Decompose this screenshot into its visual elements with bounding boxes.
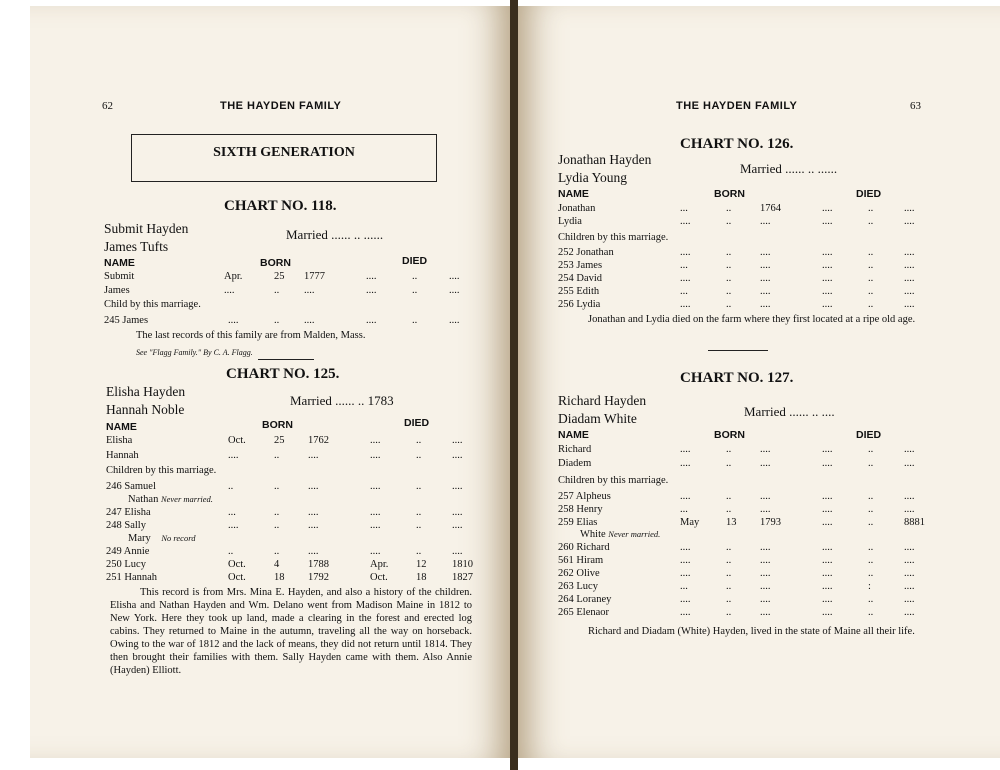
died-year: .... [452,520,463,531]
born-day: .. [274,315,280,326]
sub-note [128,494,213,505]
column-header-died: DIED [404,417,430,429]
born-day: .. [726,568,732,579]
child-row [106,546,510,559]
born-month: .... [228,315,239,326]
died-month: .... [822,517,833,528]
born-year: .... [760,444,771,455]
born-year: .... [760,594,771,605]
child-name: 264 Loraney [558,594,612,605]
born-day: .. [726,260,732,271]
born-month: .... [680,555,691,566]
died-year: 1827 [452,572,473,583]
child-name: 245 James [104,315,149,326]
died-day: .. [868,517,874,528]
born-year: .... [760,607,771,618]
child-name: 253 James [558,260,603,271]
born-day: .. [726,273,732,284]
died-month: .... [366,315,377,326]
child-name: 265 Elenaor [558,607,610,618]
child-name: 249 Annie [106,546,150,557]
born-month: .... [224,285,235,296]
died-year: .... [904,542,915,553]
died-month: .... [366,285,377,296]
children-label: Children by this marriage. [558,475,669,486]
table-row [104,271,504,284]
born-day: .. [726,594,732,605]
wife-name: Hannah Noble [106,402,185,417]
born-day: .. [274,520,280,531]
died-year: .... [452,546,463,557]
married-line: Married ...... .. .... [744,404,835,419]
died-year: .... [904,216,915,227]
born-year: .... [760,247,771,258]
died-year: .... [904,203,915,214]
died-year: .... [452,450,463,461]
died-year: 8881 [904,517,925,528]
child-name: 247 Elisha [106,507,151,518]
born-year: .... [760,491,771,502]
died-year: .... [449,271,460,282]
column-header-born: BORN [260,257,291,269]
sub-note-name: Mary [128,533,151,544]
chart-title: CHART NO. 127. [680,370,794,386]
died-day: .. [868,247,874,258]
child-name: Hannah [106,450,139,461]
born-day: .. [726,491,732,502]
child-row [106,520,510,533]
born-month: .... [680,568,691,579]
column-header-name: NAME [558,188,589,200]
married-line: Married ...... .. ...... [286,227,384,242]
born-month: Oct. [228,572,246,583]
died-year: .... [904,260,915,271]
died-year: .... [904,568,915,579]
born-year: .... [760,260,771,271]
died-day: .. [868,594,874,605]
table-row [558,491,958,504]
table-row [106,435,506,448]
table-row [558,594,958,607]
born-day: .. [726,581,732,592]
born-day: .. [726,607,732,618]
born-month: Oct. [228,435,246,446]
wife-name: Lydia Young [558,170,628,185]
born-month: .... [228,520,239,531]
children-label: Children by this marriage. [558,232,669,243]
children-label: Children by this marriage. [106,465,217,476]
born-day: .. [726,504,732,515]
table-row [558,581,958,594]
born-day: .. [274,285,280,296]
born-month: .... [680,542,691,553]
died-day: .. [416,520,422,531]
column-header-died: DIED [856,188,882,200]
died-month: .... [822,607,833,618]
died-month: .... [822,594,833,605]
table-row [104,285,504,298]
born-day: 18 [274,572,285,583]
died-day: 18 [416,572,427,583]
book-gutter [510,0,518,770]
child-name: 260 Richard [558,542,610,553]
born-month: Apr. [224,271,243,282]
died-month: .... [822,458,833,469]
column-header-name: NAME [106,421,137,433]
died-year: .... [449,315,460,326]
born-year: .... [308,520,319,531]
born-year: .... [760,273,771,284]
child-name: Richard [558,444,592,455]
born-month: .. [228,546,234,557]
born-month: ... [680,286,688,297]
wife-name: James Tufts [104,239,169,254]
died-month: .... [822,504,833,515]
born-month: .... [680,247,691,258]
child-name: Submit [104,271,135,282]
died-year: .... [904,607,915,618]
died-month: .... [822,260,833,271]
husband-name: Jonathan Hayden [558,152,652,167]
child-name: Diadem [558,458,592,469]
died-month: .... [366,271,377,282]
table-row [106,450,506,463]
died-month: .... [822,286,833,297]
died-day: .. [416,435,422,446]
died-year: .... [904,247,915,258]
born-year: .... [760,458,771,469]
table-row [558,542,958,555]
table-row [558,273,958,286]
sub-note-remark: Never married. [160,494,213,504]
section-divider [708,350,768,351]
born-year: .... [308,546,319,557]
born-year: .... [760,555,771,566]
child-name: 561 Hiram [558,555,604,566]
born-month: Oct. [228,559,246,570]
born-month: May [680,517,700,528]
died-month: .... [370,481,381,492]
born-day: 13 [726,517,737,528]
chart-title: CHART NO. 118. [224,198,337,214]
died-month: .... [370,435,381,446]
died-day: .. [868,203,874,214]
died-month: .... [822,555,833,566]
child-name: James [104,285,130,296]
born-month: ... [680,260,688,271]
died-year: .... [452,481,463,492]
child-name: Elisha [106,435,133,446]
born-month: .... [680,216,691,227]
table-row [558,568,958,581]
child-name: 251 Hannah [106,572,158,583]
left-page [30,6,510,758]
born-year: 1788 [308,559,329,570]
died-day: .. [868,555,874,566]
died-day: 12 [416,559,427,570]
born-year: .... [304,285,315,296]
right-page [518,6,1000,758]
born-year: .... [308,507,319,518]
family-note: Richard and Diadam (White) Hayden, lived in the state of Maine all their life. [588,626,915,637]
died-day: .. [416,450,422,461]
born-day: 4 [274,559,280,570]
died-year: .... [904,581,915,592]
died-day: .. [868,568,874,579]
child-name: 250 Lucy [106,559,146,570]
born-year: .... [760,299,771,310]
column-header-died: DIED [402,255,428,267]
died-year: .... [452,435,463,446]
born-day: .. [726,555,732,566]
died-day: .. [868,286,874,297]
born-day: .. [726,247,732,258]
husband-name: Richard Hayden [558,393,647,408]
died-year: .... [904,458,915,469]
child-name: 256 Lydia [558,299,601,310]
section-divider [258,359,314,360]
died-day: .. [868,260,874,271]
table-row [558,555,958,568]
generation-box [131,134,437,182]
born-day: 25 [274,271,285,282]
child-name: 259 Elias [558,517,598,528]
died-month: .... [370,450,381,461]
table-row [558,260,958,273]
sub-note-remark: No record [161,533,196,543]
sub-note [128,533,195,544]
born-day: .. [274,450,280,461]
born-day: .. [726,203,732,214]
born-year: 1764 [760,203,781,214]
column-header-died: DIED [856,429,882,441]
child-row [106,481,510,494]
born-year: .... [304,315,315,326]
married-line: Married ...... .. 1783 [290,393,394,408]
died-day: .. [416,507,422,518]
born-day: 25 [274,435,285,446]
born-month: ... [680,581,688,592]
died-month: .... [822,568,833,579]
born-day: .. [274,546,280,557]
table-row [558,458,958,471]
history-paragraph: This record is from Mrs. Mina E. Hayden, and also a history of the children. Elisha and Nathan Hayden and Wm. Delano went from Madison Maine in 1812 to New York. Here they took up land, made a clearing in the forest and erected log cabins. They returned to Maine in the autumn, traveling all the way on horseback. Owing to the war of 1812 and the lack of means, they did not return until 1814. They then brought their families with them. Sally Hayden came with them. Also Annie (Hayden) Elliott. [110,587,472,676]
died-day: .. [868,542,874,553]
table-row [558,299,958,312]
child-name: 263 Lucy [558,581,598,592]
born-day: .. [726,216,732,227]
born-year: .... [760,286,771,297]
sub-note-name: White [580,529,606,540]
generation-title: SIXTH GENERATION [213,145,355,160]
table-row [558,444,958,457]
born-year: .... [308,481,319,492]
born-month: .... [680,491,691,502]
died-day: .. [868,491,874,502]
born-year: 1777 [304,271,325,282]
died-month: .... [822,491,833,502]
died-day: .. [868,444,874,455]
child-row [106,559,510,572]
born-month: ... [680,203,688,214]
child-name: 255 Edith [558,286,600,297]
child-name: 254 David [558,273,603,284]
born-year: .... [760,216,771,227]
child-row [106,572,510,585]
died-year: .... [452,507,463,518]
child-name: Lydia [558,216,582,227]
column-header-name: NAME [558,429,589,441]
died-year: .... [904,286,915,297]
born-year: 1762 [308,435,329,446]
child-name: 262 Olive [558,568,600,579]
died-month: .... [370,520,381,531]
running-head: THE HAYDEN FAMILY [676,100,798,112]
died-month: .... [822,299,833,310]
child-name: 257 Alpheus [558,491,611,502]
died-month: .... [822,581,833,592]
sub-note-remark: Never married. [608,529,661,539]
died-year: .... [904,444,915,455]
died-year: .... [904,299,915,310]
child-name: 258 Henry [558,504,603,515]
died-day: .. [412,285,418,296]
column-header-born: BORN [262,419,293,431]
born-month: ... [680,504,688,515]
died-day: .. [412,315,418,326]
died-day: .. [868,299,874,310]
table-row [558,607,958,620]
died-month: .... [822,203,833,214]
died-month: .... [822,273,833,284]
born-year: .... [760,581,771,592]
died-day: .. [412,271,418,282]
child-name: 252 Jonathan [558,247,614,258]
born-day: .. [274,507,280,518]
born-month: .... [680,458,691,469]
died-month: .... [370,507,381,518]
page-number: 63 [910,100,921,112]
husband-name: Submit Hayden [104,221,189,236]
died-day: .. [868,273,874,284]
column-header-name: NAME [104,257,135,269]
husband-name: Elisha Hayden [106,384,186,399]
born-day: .. [274,481,280,492]
column-header-born: BORN [714,188,745,200]
running-head: THE HAYDEN FAMILY [220,100,342,112]
died-month: .... [822,542,833,553]
died-day: .. [868,458,874,469]
family-note: The last records of this family are from Malden, Mass. [136,330,366,341]
born-day: .. [726,444,732,455]
died-month: .... [822,247,833,258]
born-month: .... [680,607,691,618]
died-year: .... [449,285,460,296]
died-day: .. [868,504,874,515]
born-day: .. [726,286,732,297]
died-day: : [868,581,871,592]
child-name: Jonathan [558,203,596,214]
sub-note [580,529,660,540]
died-month: Apr. [370,559,389,570]
column-header-born: BORN [714,429,745,441]
page-number: 62 [102,100,113,112]
died-day: .. [868,216,874,227]
died-year: .... [904,594,915,605]
died-year: .... [904,504,915,515]
born-year: 1793 [760,517,781,528]
chart-title: CHART NO. 126. [680,136,794,152]
died-day: .. [416,546,422,557]
born-month: .... [228,450,239,461]
table-row [558,247,958,260]
table-row [558,216,958,229]
born-day: .. [726,299,732,310]
table-row [558,504,958,517]
born-month: .... [680,444,691,455]
born-year: 1792 [308,572,329,583]
died-month: .... [822,444,833,455]
died-month: .... [822,216,833,227]
reference-note: See "Flagg Family." By C. A. Flagg. [136,348,253,357]
sub-note-name: Nathan [128,494,159,505]
born-year: .... [760,504,771,515]
born-month: .. [228,481,234,492]
table-row [558,203,958,216]
child-name: 246 Samuel [106,481,156,492]
table-row [104,315,504,328]
children-label: Child by this marriage. [104,299,201,310]
born-year: .... [760,568,771,579]
born-day: .. [726,458,732,469]
family-note: Jonathan and Lydia died on the farm where they first located at a ripe old age. [588,314,916,325]
died-day: .. [416,481,422,492]
born-month: .... [680,594,691,605]
died-month: .... [370,546,381,557]
born-day: .. [726,542,732,553]
died-year: .... [904,555,915,566]
wife-name: Diadam White [558,411,637,426]
died-day: .. [868,607,874,618]
died-year: 1810 [452,559,473,570]
child-name: 248 Sally [106,520,146,531]
married-line: Married ...... .. ...... [740,161,838,176]
died-month: Oct. [370,572,388,583]
born-month: .... [680,299,691,310]
died-year: .... [904,491,915,502]
child-row [106,507,510,520]
born-month: .... [680,273,691,284]
born-month: ... [228,507,236,518]
table-row [558,286,958,299]
died-year: .... [904,273,915,284]
born-year: .... [308,450,319,461]
chart-title: CHART NO. 125. [226,366,340,382]
born-year: .... [760,542,771,553]
